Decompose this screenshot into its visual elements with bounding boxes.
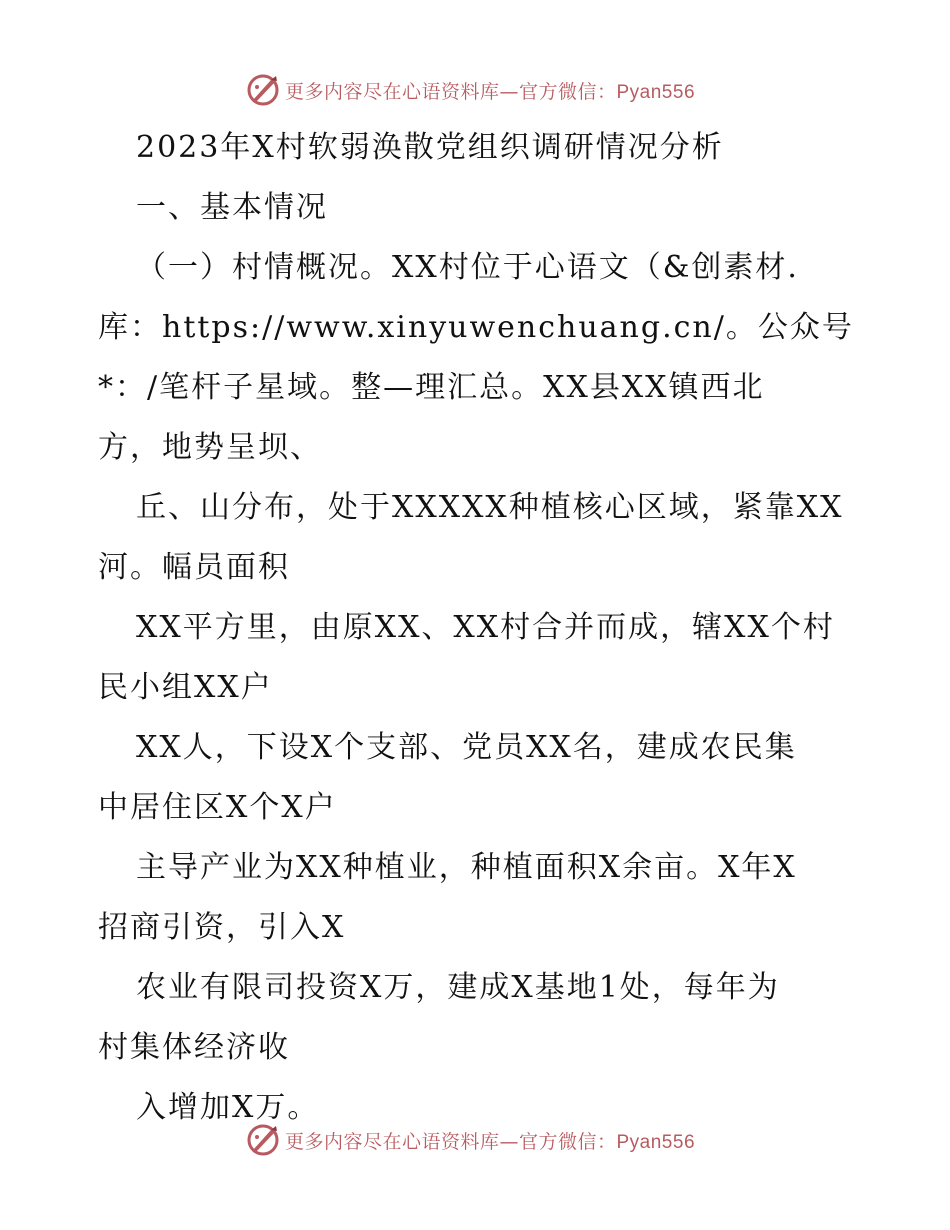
body-text-line: 村集体经济收 bbox=[98, 1030, 290, 1065]
body-text-line: 主导产业为XX种植业，种植面积X余亩。X年X bbox=[136, 850, 797, 885]
banner-content bbox=[245, 72, 695, 108]
body-text-line: 农业有限司投资X万，建成X基地1处，每年为 bbox=[136, 970, 780, 1005]
body-text-line: 河。幅员面积 bbox=[98, 550, 290, 585]
document-body bbox=[98, 118, 868, 1138]
banner-label: 更多内容尽在心语资料库—官方微信： bbox=[284, 80, 617, 103]
header-banner bbox=[0, 68, 950, 112]
banner-label: 更多内容尽在心语资料库—官方微信： bbox=[284, 1130, 617, 1153]
document-title: 2023年X村软弱涣散党组织调研情况分析 bbox=[136, 130, 724, 165]
body-text-line: 招商引资，引入X bbox=[98, 910, 346, 945]
footer-banner bbox=[0, 1118, 950, 1162]
body-text-line: 民小组XX户 bbox=[98, 670, 273, 705]
body-text-line: 方，地势呈坝、 bbox=[98, 430, 322, 465]
quill-pen-logo-icon bbox=[245, 72, 281, 108]
body-text-line: 丘、山分布，处于XXXXX种植核心区域，紧靠XX bbox=[136, 490, 844, 525]
quill-pen-logo-icon bbox=[245, 1122, 281, 1158]
body-text-line: XX平方里，由原XX、XX村合并而成，辖XX个村 bbox=[136, 610, 835, 645]
body-text-line: 入增加X万。 bbox=[136, 1090, 320, 1125]
body-text-line: 中居住区X个X户 bbox=[98, 790, 337, 825]
banner-wechat-id: Pyan556 bbox=[616, 1131, 696, 1153]
body-text-line: （一）村情概况。XX村位于心语文（&创素材. bbox=[136, 250, 799, 285]
banner-text bbox=[285, 1127, 695, 1154]
banner-text bbox=[285, 77, 695, 104]
banner-wechat-id: Pyan556 bbox=[616, 81, 696, 103]
body-text-line: 一、基本情况 bbox=[136, 190, 328, 225]
banner-content bbox=[245, 1122, 695, 1158]
body-text-line: XX人，下设X个支部、党员XX名，建成农民集 bbox=[136, 730, 797, 765]
body-text-line: 库：https://www.xinyuwenchuang.cn/。公众号 bbox=[98, 310, 854, 345]
body-text-line: *：/笔杆子星域。整—理汇总。XX县XX镇西北 bbox=[98, 370, 765, 405]
